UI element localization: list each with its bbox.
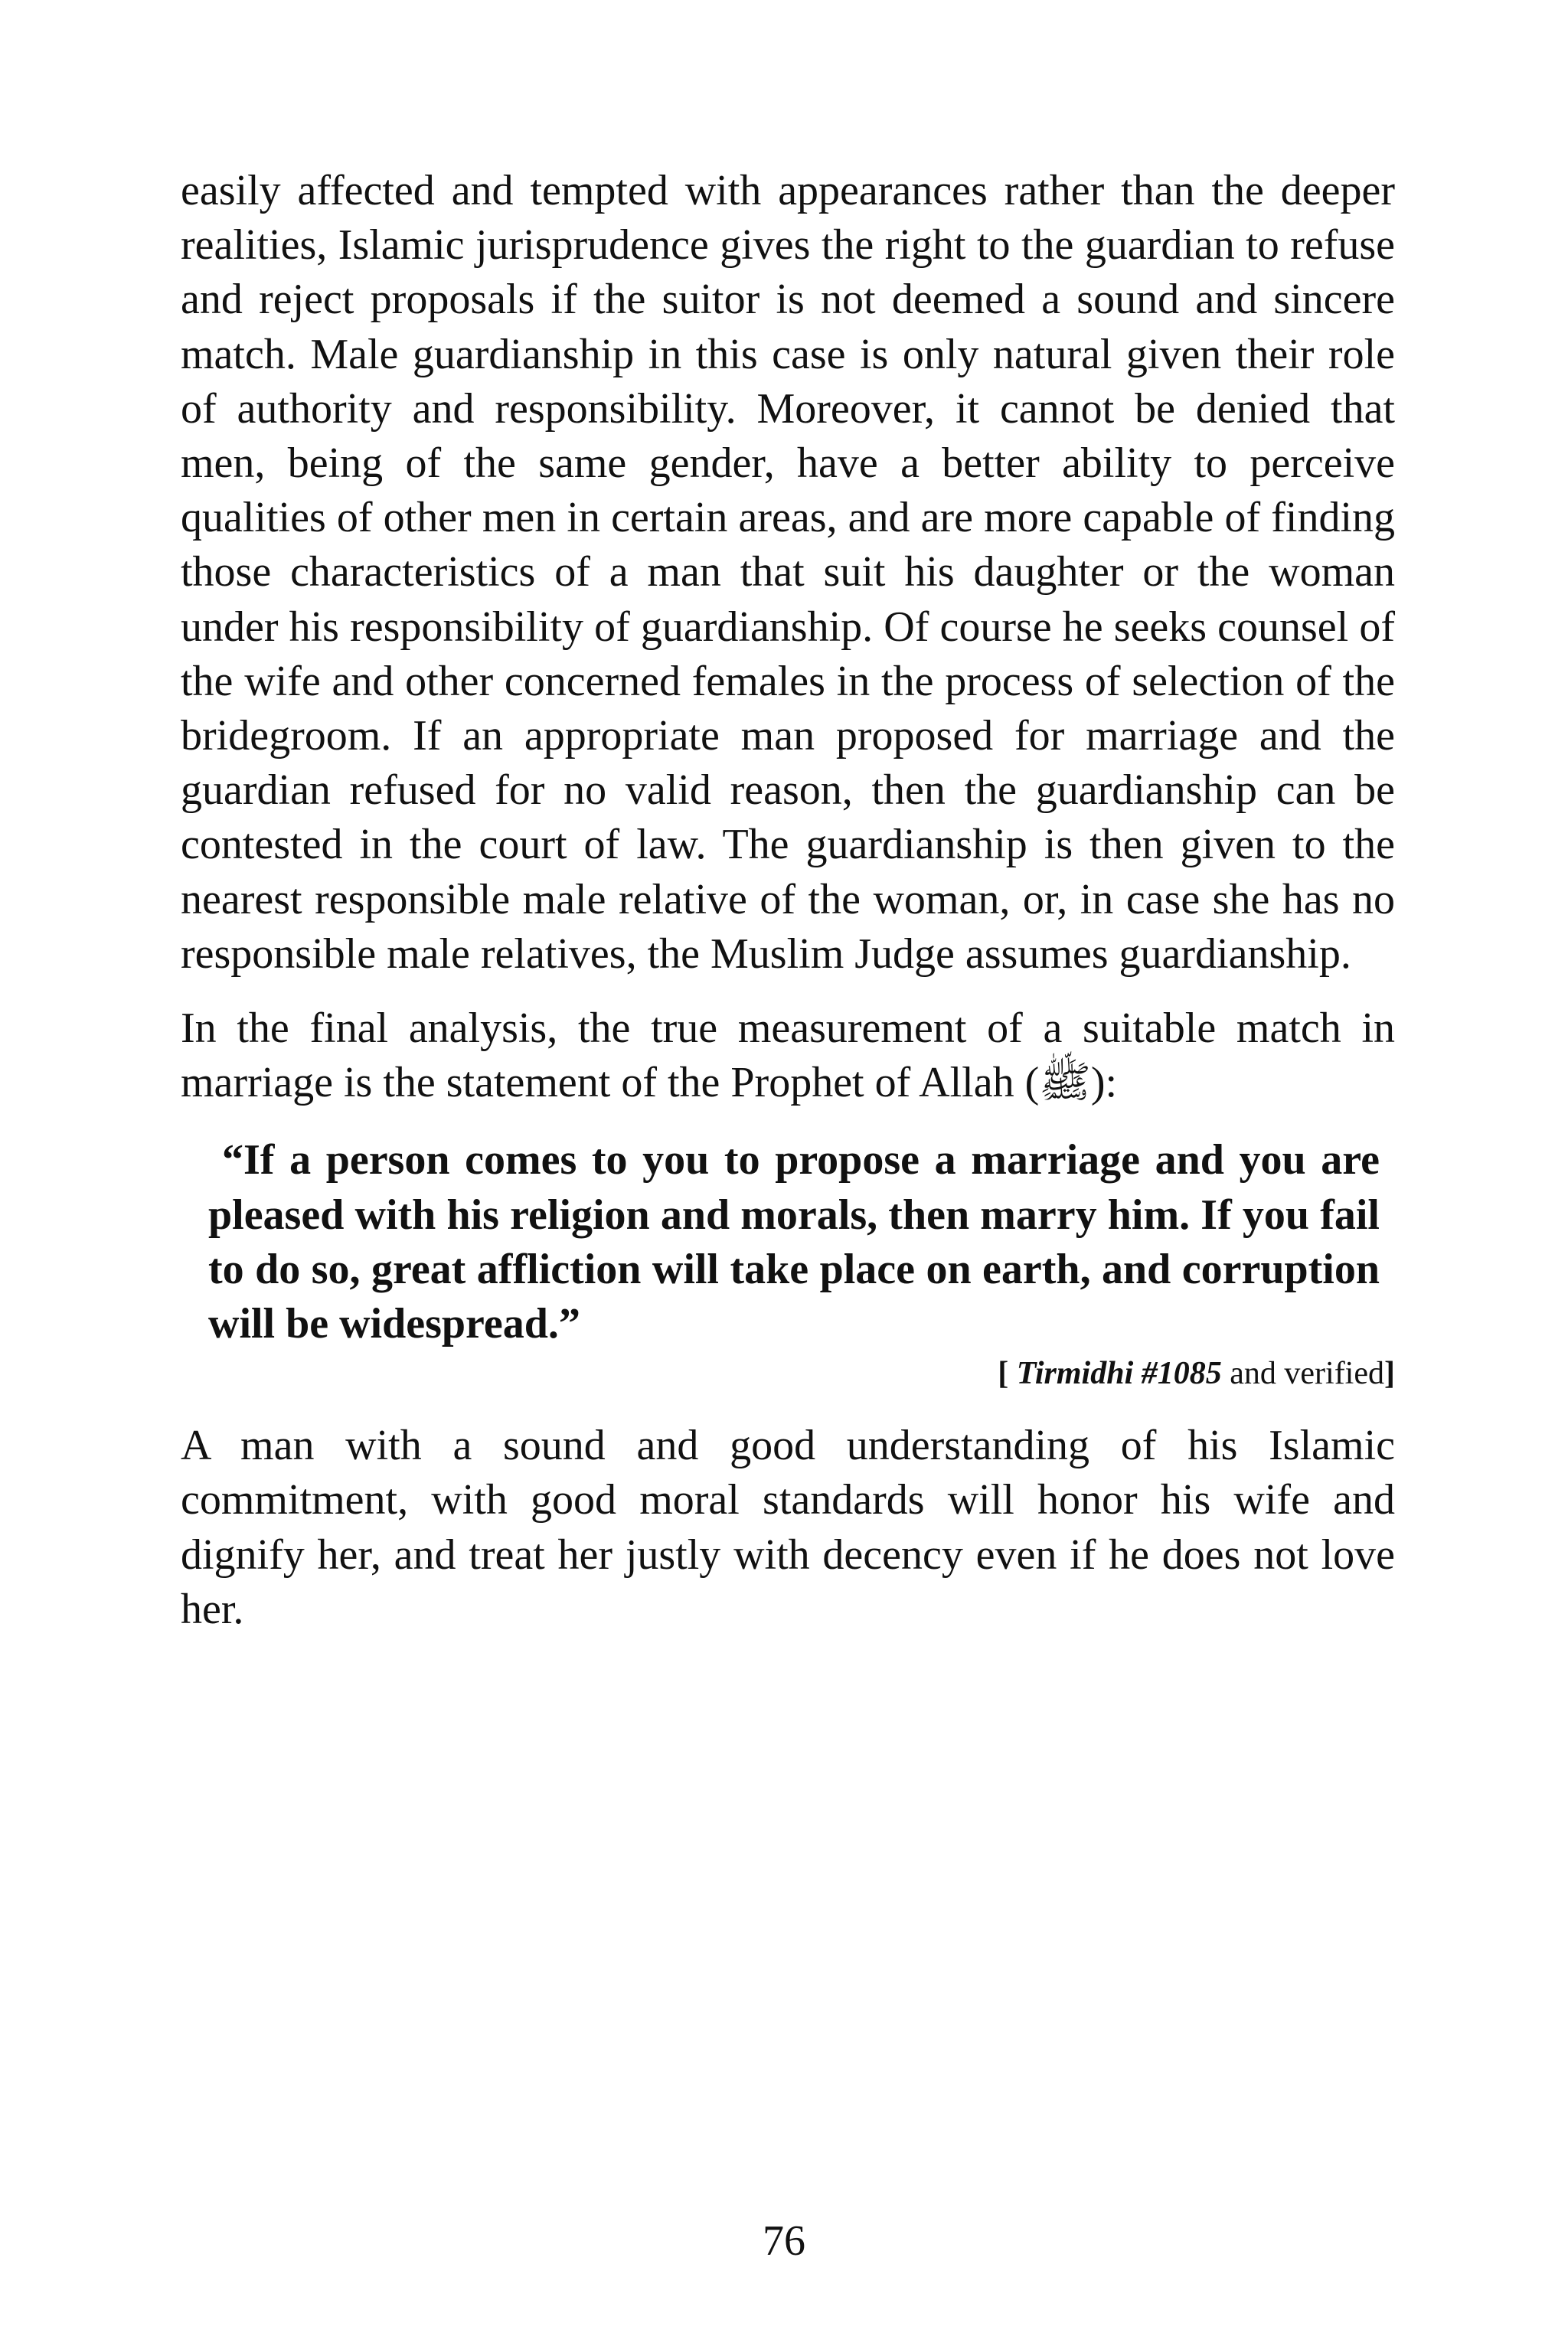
paragraph-moral-standards: A man with a sound and good understanding of his Islamic commitment, with good moral standards will honor his wife and dignify her, and treat her justly with decency even if he does not love her. [181,1422,1395,1633]
citation-source: Tirmidhi #1085 [1016,1356,1222,1392]
hadith-quote: “If a person comes to you to propose a marriage and you are pleased with his religion and morals, then marry him. If you fail to do so, great affliction will take place on earth, and corruption will be widespread.” [208,1136,1380,1348]
paragraph-final-analysis: In the final analysis, the true measurement of a suitable match in marriage is the statement of the Prophet of Allah (ﷺ): [181,1004,1395,1107]
page-number: 76 [763,2217,805,2265]
paragraph-guardianship: easily affected and tempted with appearances rather than the deeper realities, Islamic jurisprudence gives the right to the guardian to refuse and reject proposals if the suitor is not deemed a sound and sincere match. Male guardianship in this case is only natural given their role of authority and responsibility. Moreover, it cannot be denied that men, being of the same gender, have a better ability to perceive qualities of other men in certain areas, and are more capable of finding those characteristics of a man that suit his daughter or the woman under his responsibility of guardianship. Of course he seeks counsel of the wife and other concerned females in the process of selection of the bridegroom. If an appropriate man proposed for marriage and the guardian refused for no valid reason, then the guardianship can be contested in the court of law. The guardianship is then given to the nearest responsible male relative of the woman, or, in case she has no responsible male relatives, the Muslim Judge assumes guardianship. [181,167,1395,978]
hadith-citation [181,1354,1395,1393]
citation-open-bracket: [ [998,1356,1009,1392]
citation-close-bracket: ] [1384,1356,1395,1392]
citation-note: and verified [1230,1356,1384,1392]
page-body [181,164,1395,1637]
